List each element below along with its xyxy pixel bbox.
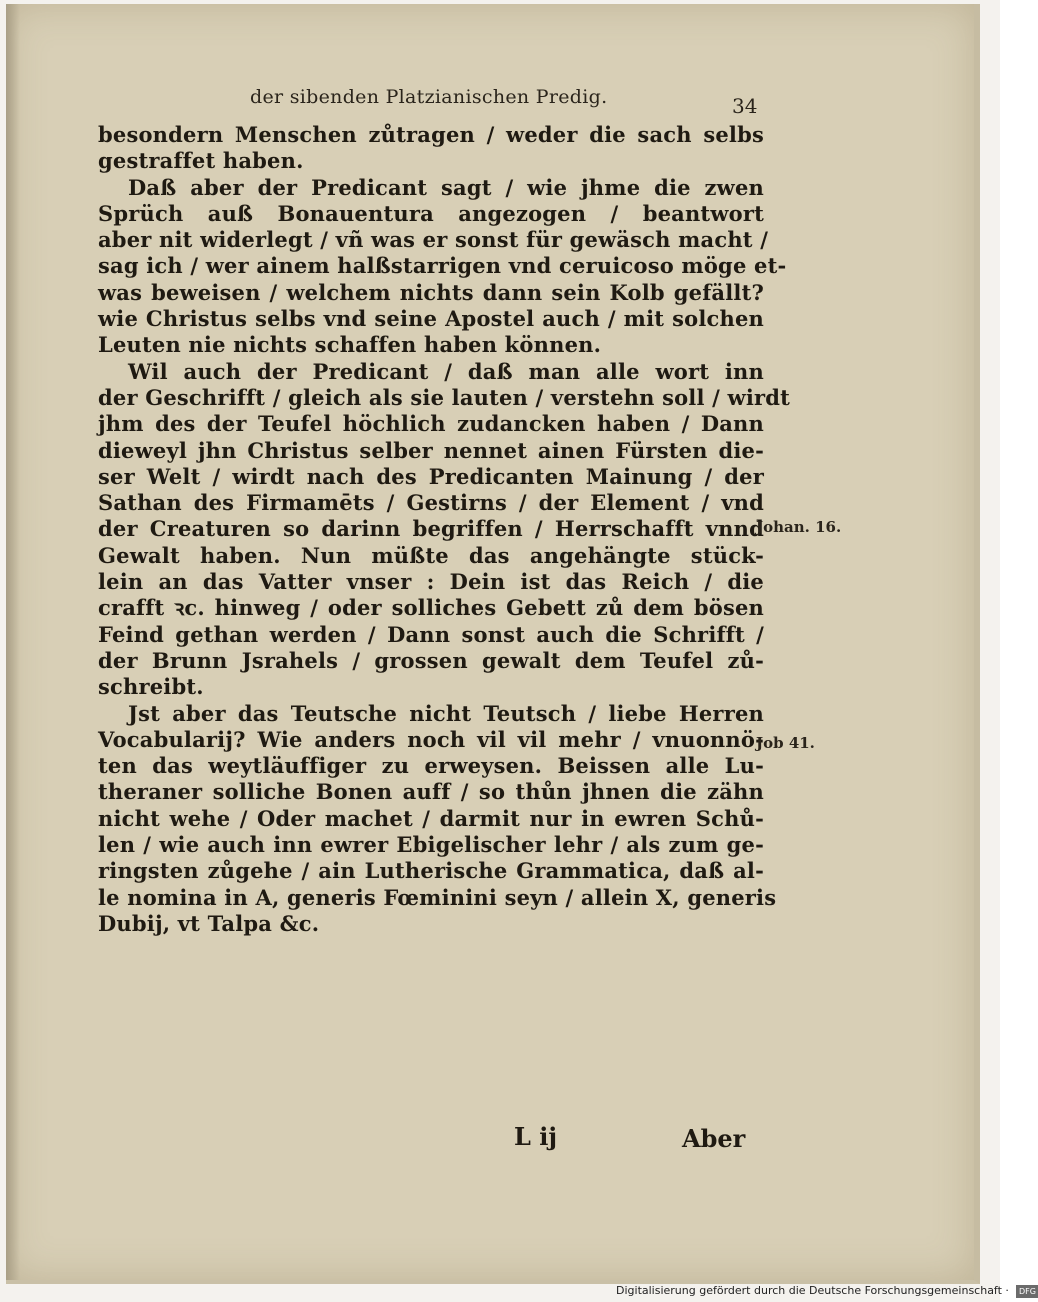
text-line: dieweyl jhn Christus selber nennet ainen Fürsten die- <box>98 437 764 463</box>
text-line: Leuten nie nichts schaffen haben können. <box>98 332 602 358</box>
margin-note-job: Job 41. <box>756 734 815 752</box>
text-line: Wil auch der Predicant / daß man alle wort inn <box>128 358 764 384</box>
text-line: Gewalt haben. Nun müßte das angehängte stück- <box>98 542 764 568</box>
text-line: theraner solliche Bonen auff / so thůn jhnen die zähn <box>98 779 764 805</box>
text-line: Sprüch auß Bonauentura angezogen / beantwort <box>98 200 764 226</box>
text-line: der Geschrifft / gleich als sie lauten / verstehn soll / wirdt <box>98 384 791 410</box>
text-line: wie Christus selbs vnd seine Apostel auch / mit solchen <box>98 306 764 332</box>
text-line: crafft ꝛc. hinweg / oder solliches Gebett zů dem bösen <box>98 595 764 621</box>
text-line: ringsten zůgehe / ain Lutherische Grammatica, daß al- <box>98 858 764 884</box>
dfg-logo-icon: DFG <box>1016 1285 1038 1298</box>
page-number: 34 <box>732 94 758 118</box>
text-line: der Brunn Jsrahels / grossen gewalt dem Teufel zů- <box>98 647 764 673</box>
footer-text: Digitalisierung gefördert durch die Deutsche Forschungsgemeinschaft · <box>616 1284 1009 1297</box>
digitization-footer <box>616 1284 1038 1298</box>
text-line: besondern Menschen zůtragen / weder die sach selbs <box>98 122 764 147</box>
text-line: jhm des der Teufel höchlich zudancken haben / Dann <box>98 411 764 437</box>
text-line: le nomina in A, generis Fœminini seyn / allein X, generis <box>98 884 777 910</box>
text-line: gestraffet haben. <box>98 148 304 174</box>
text-line: schreibt. <box>98 674 204 700</box>
text-line: was beweisen / welchem nichts dann sein Kolb gefällt? <box>98 279 764 305</box>
text-line: lein an das Vatter vnser : Dein ist das Reich / die <box>98 569 764 595</box>
text-line: ten das weytläuffiger zu erweysen. Beissen alle Lu- <box>98 753 764 779</box>
text-line: aber nit widerlegt / vñ was er sonst für gewäsch macht / <box>98 227 769 253</box>
text-line: Jst aber das Teutsche nicht Teutsch / liebe Herren <box>128 700 764 726</box>
signature-mark: L ij <box>514 1122 558 1151</box>
margin-note-johan: Johan. 16. <box>756 518 842 536</box>
text-line: Sathan des Firmamēts / Gestirns / der Element / vnd <box>98 490 764 516</box>
catchword: Aber <box>682 1124 746 1153</box>
text-line: Dubij, vt Talpa &c. <box>98 910 320 936</box>
text-line: der Creaturen so darinn begriffen / Herrschafft vnnd <box>98 516 764 542</box>
text-line: Vocabularij? Wie anders noch vil vil mehr / vnuonnö- <box>98 726 764 752</box>
text-line: sag ich / wer ainem halßstarrigen vnd ceruicoso möge et- <box>98 253 787 279</box>
text-line: Daß aber der Predicant sagt / wie jhme die zwen <box>128 174 764 200</box>
text-line: nicht wehe / Oder machet / darmit nur in ewren Schů- <box>98 805 764 831</box>
text-line: ser Welt / wirdt nach des Predicanten Mainung / der <box>98 463 764 489</box>
text-line: len / wie auch inn ewrer Ebigelischer lehr / als zum ge- <box>98 832 764 858</box>
text-line: Feind gethan werden / Dann sonst auch die Schrifft / <box>98 621 764 647</box>
running-title: der sibenden Platzianischen Predig. <box>250 86 608 108</box>
